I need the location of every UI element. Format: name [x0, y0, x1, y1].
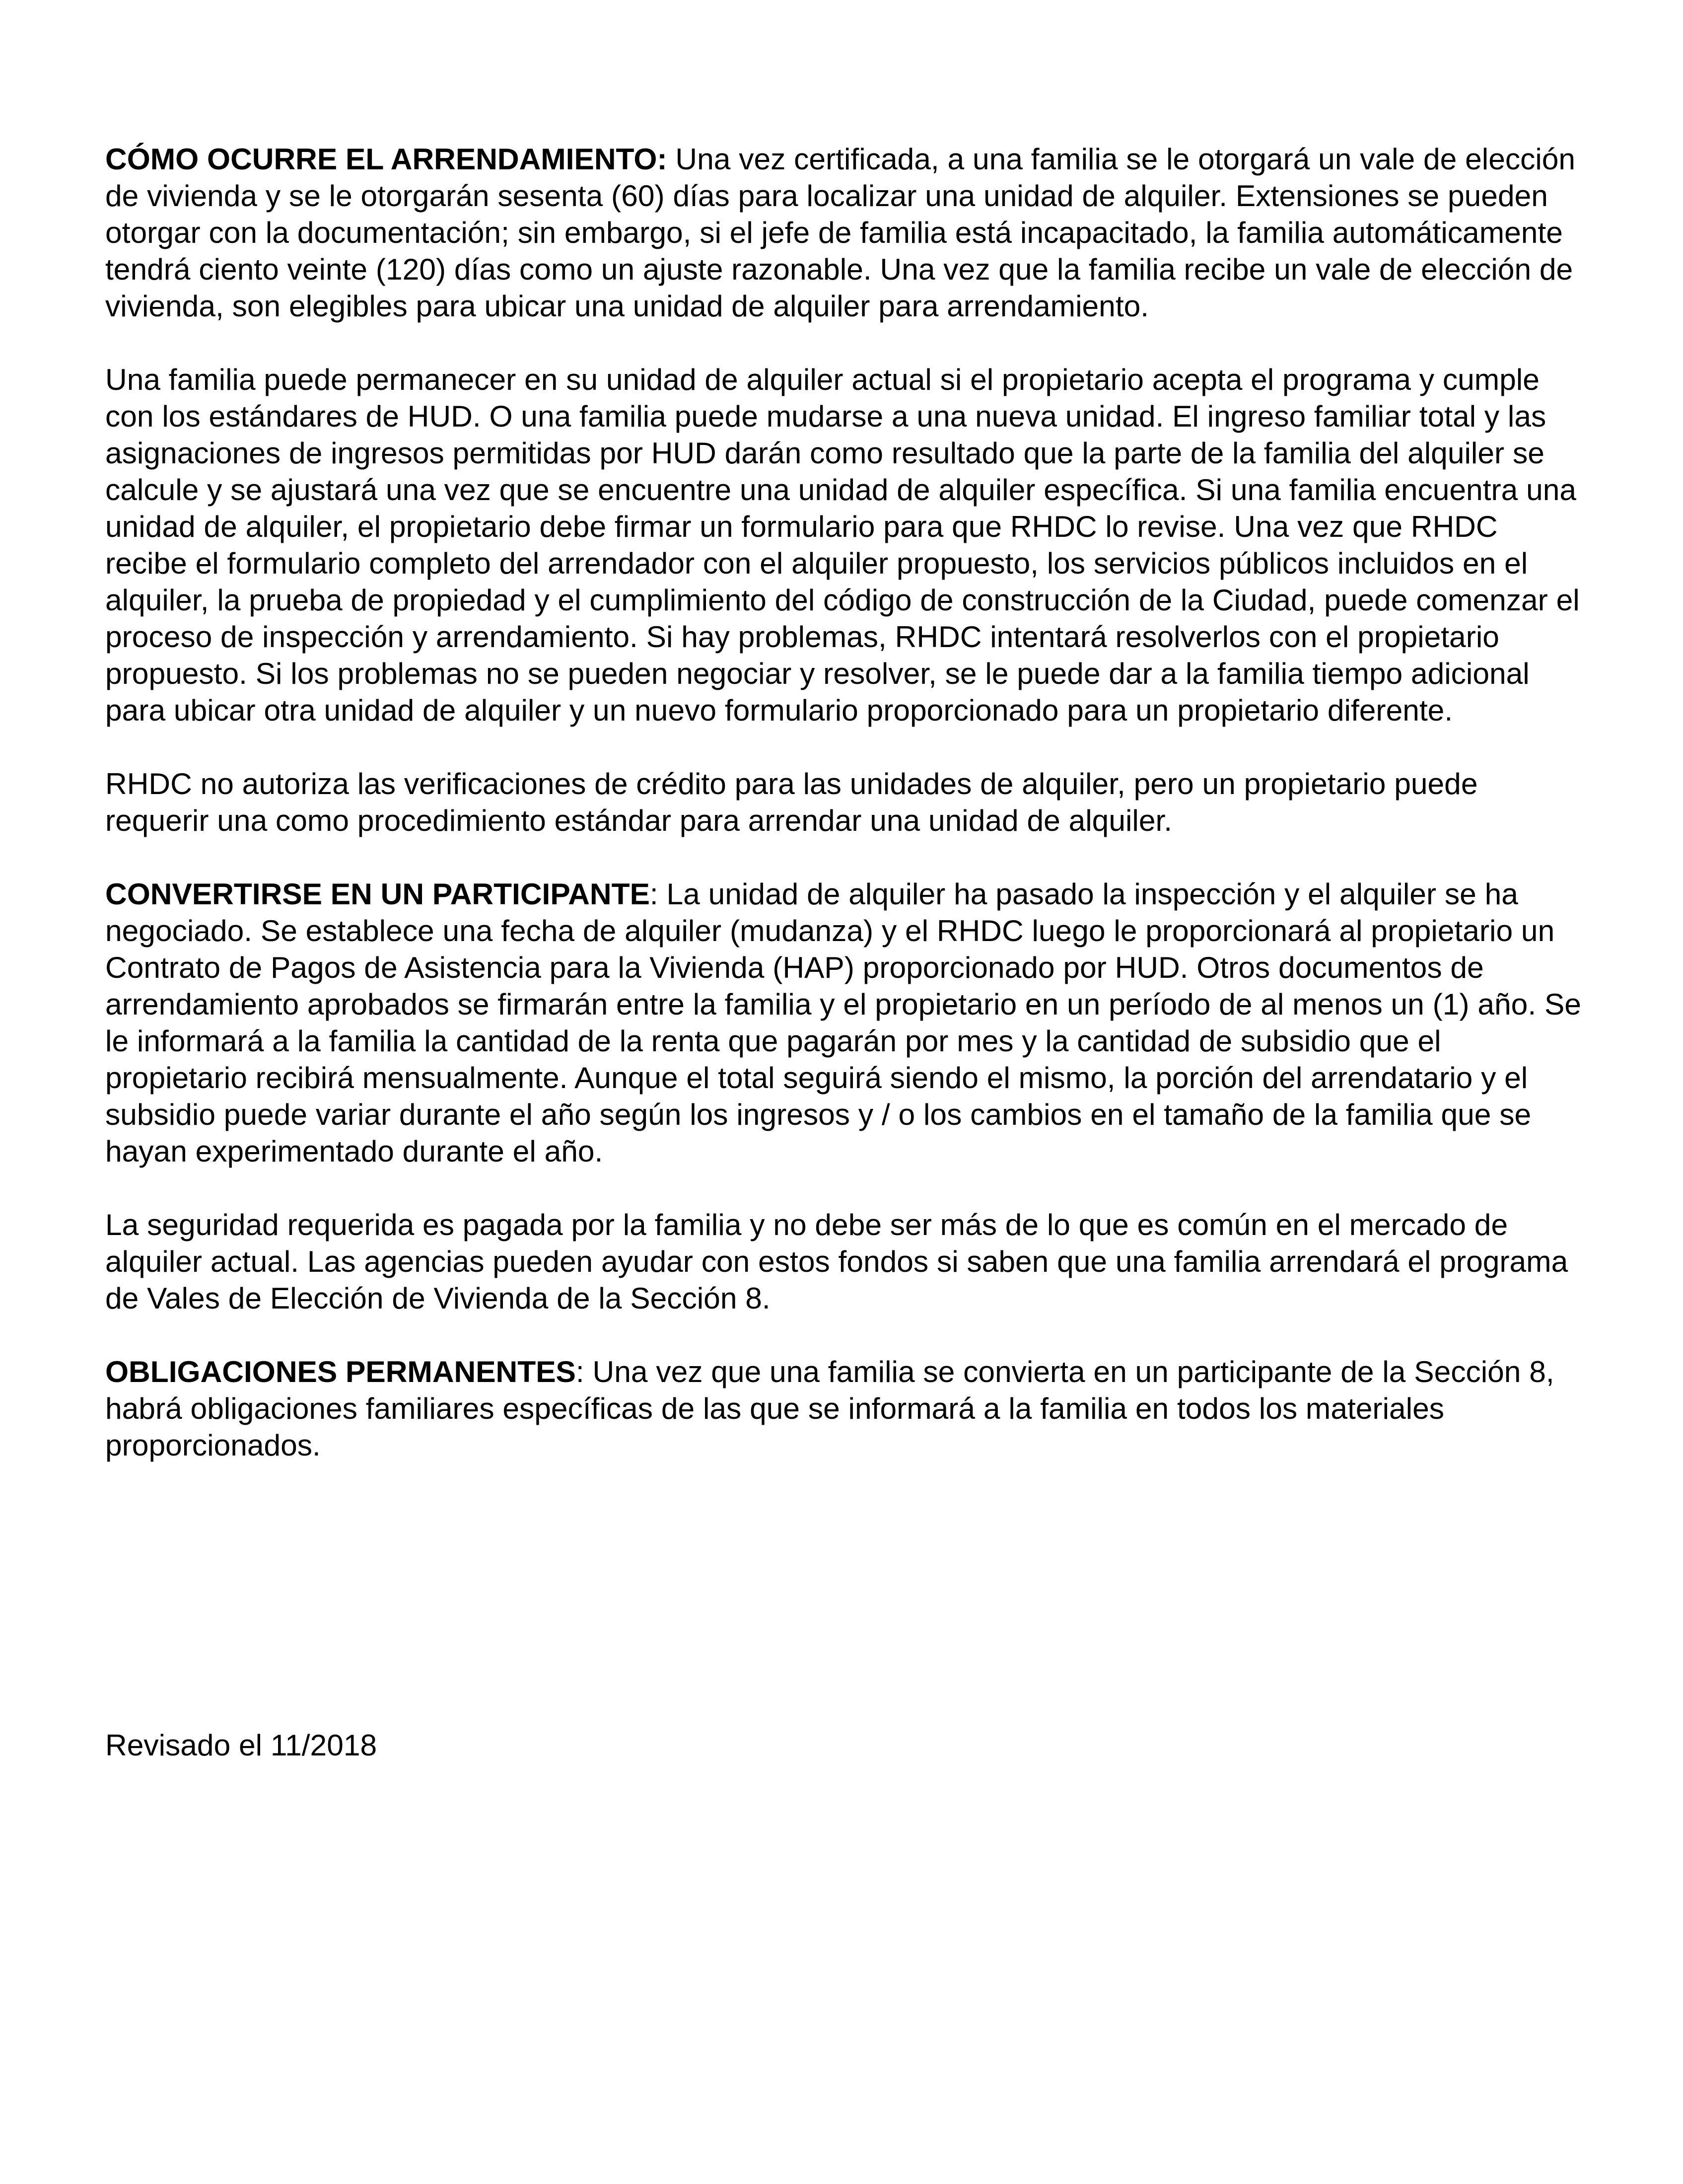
- heading-obligations: OBLIGACIONES PERMANENTES: [105, 1355, 576, 1388]
- paragraph-current-unit: [105, 361, 1585, 728]
- paragraph-text: Una vez certificada, a una familia se le otorgará un vale de elección de vivienda y se le otorgarán sesenta (60) días para localizar una unidad de alquiler. Extensiones se pueden otorgar con la documentación; sin embargo, si el jefe de familia está incapacitado, la familia automáticamente tendrá ciento veinte (120) días como un ajuste razonable. Una vez que la familia recibe un vale de elección de vivienda, son elegibles para ubicar una unidad de alquiler para arrendamiento.: [105, 142, 1576, 323]
- paragraph-obligations: [105, 1353, 1585, 1463]
- document-body: [105, 141, 1585, 1500]
- paragraph-leasing: [105, 141, 1585, 324]
- heading-leasing: CÓMO OCURRE EL ARRENDAMIENTO:: [105, 142, 667, 176]
- paragraph-text: : Una vez que una familia se convierta en un participante de la Sección 8, habrá obligaciones familiares específicas de las que se informará a la familia en todos los materiales proporcionados.: [105, 1355, 1554, 1462]
- paragraph-security-deposit: [105, 1206, 1585, 1316]
- paragraph-credit-checks: [105, 765, 1585, 839]
- paragraph-text: La seguridad requerida es pagada por la familia y no debe ser más de lo que es común en el mercado de alquiler actual. Las agencias pueden ayudar con estos fondos si saben que una familia arrendará el programa de Vales de Elección de Vivienda de la Sección 8.: [105, 1208, 1568, 1315]
- heading-participant: CONVERTIRSE EN UN PARTICIPANTE: [105, 877, 650, 911]
- paragraph-participant: [105, 875, 1585, 1169]
- paragraph-text: RHDC no autoriza las verificaciones de crédito para las unidades de alquiler, pero un propietario puede requerir una como procedimiento estándar para arrendar una unidad de alquiler.: [105, 767, 1478, 837]
- paragraph-text: Una familia puede permanecer en su unidad de alquiler actual si el propietario acepta el programa y cumple con los estándares de HUD. O una familia puede mudarse a una nueva unidad. El ingreso familiar total y las asignaciones de ingresos permitidas por HUD darán como resultado que la parte de la familia del alquiler se calcule y se ajustará una vez que se encuentre una unidad de alquiler específica. Si una familia encuentra una unidad de alquiler, el propietario debe firmar un formulario para que RHDC lo revise. Una vez que RHDC recibe el formulario completo del arrendador con el alquiler propuesto, los servicios públicos incluidos en el alquiler, la prueba de propiedad y el cumplimiento del código de construcción de la Ciudad, puede comenzar el proceso de inspección y arrendamiento. Si hay problemas, RHDC intentará resolverlos con el propietario propuesto. Si los problemas no se pueden negociar y resolver, se le puede dar a la familia tiempo adicional para ubicar otra unidad de alquiler y un nuevo formulario proporcionado para un propietario diferente.: [105, 363, 1580, 727]
- paragraph-text: : La unidad de alquiler ha pasado la inspección y el alquiler se ha negociado. Se establece una fecha de alquiler (mudanza) y el RHDC luego le proporcionará al propietario un Contrato de Pagos de Asistencia para la Vivienda (HAP) proporcionado por HUD. Otros documentos de arrendamiento aprobados se firmarán entre la familia y el propietario en un período de al menos un (1) año. Se le informará a la familia la cantidad de la renta que pagarán por mes y la cantidad de subsidio que el propietario recibirá mensualmente. Aunque el total seguirá siendo el mismo, la porción del arrendatario y el subsidio puede variar durante el año según los ingresos y / o los cambios en el tamaño de la familia que se hayan experimentado durante el año.: [105, 877, 1581, 1168]
- revision-date: Revisado el 11/2018: [105, 1728, 377, 1762]
